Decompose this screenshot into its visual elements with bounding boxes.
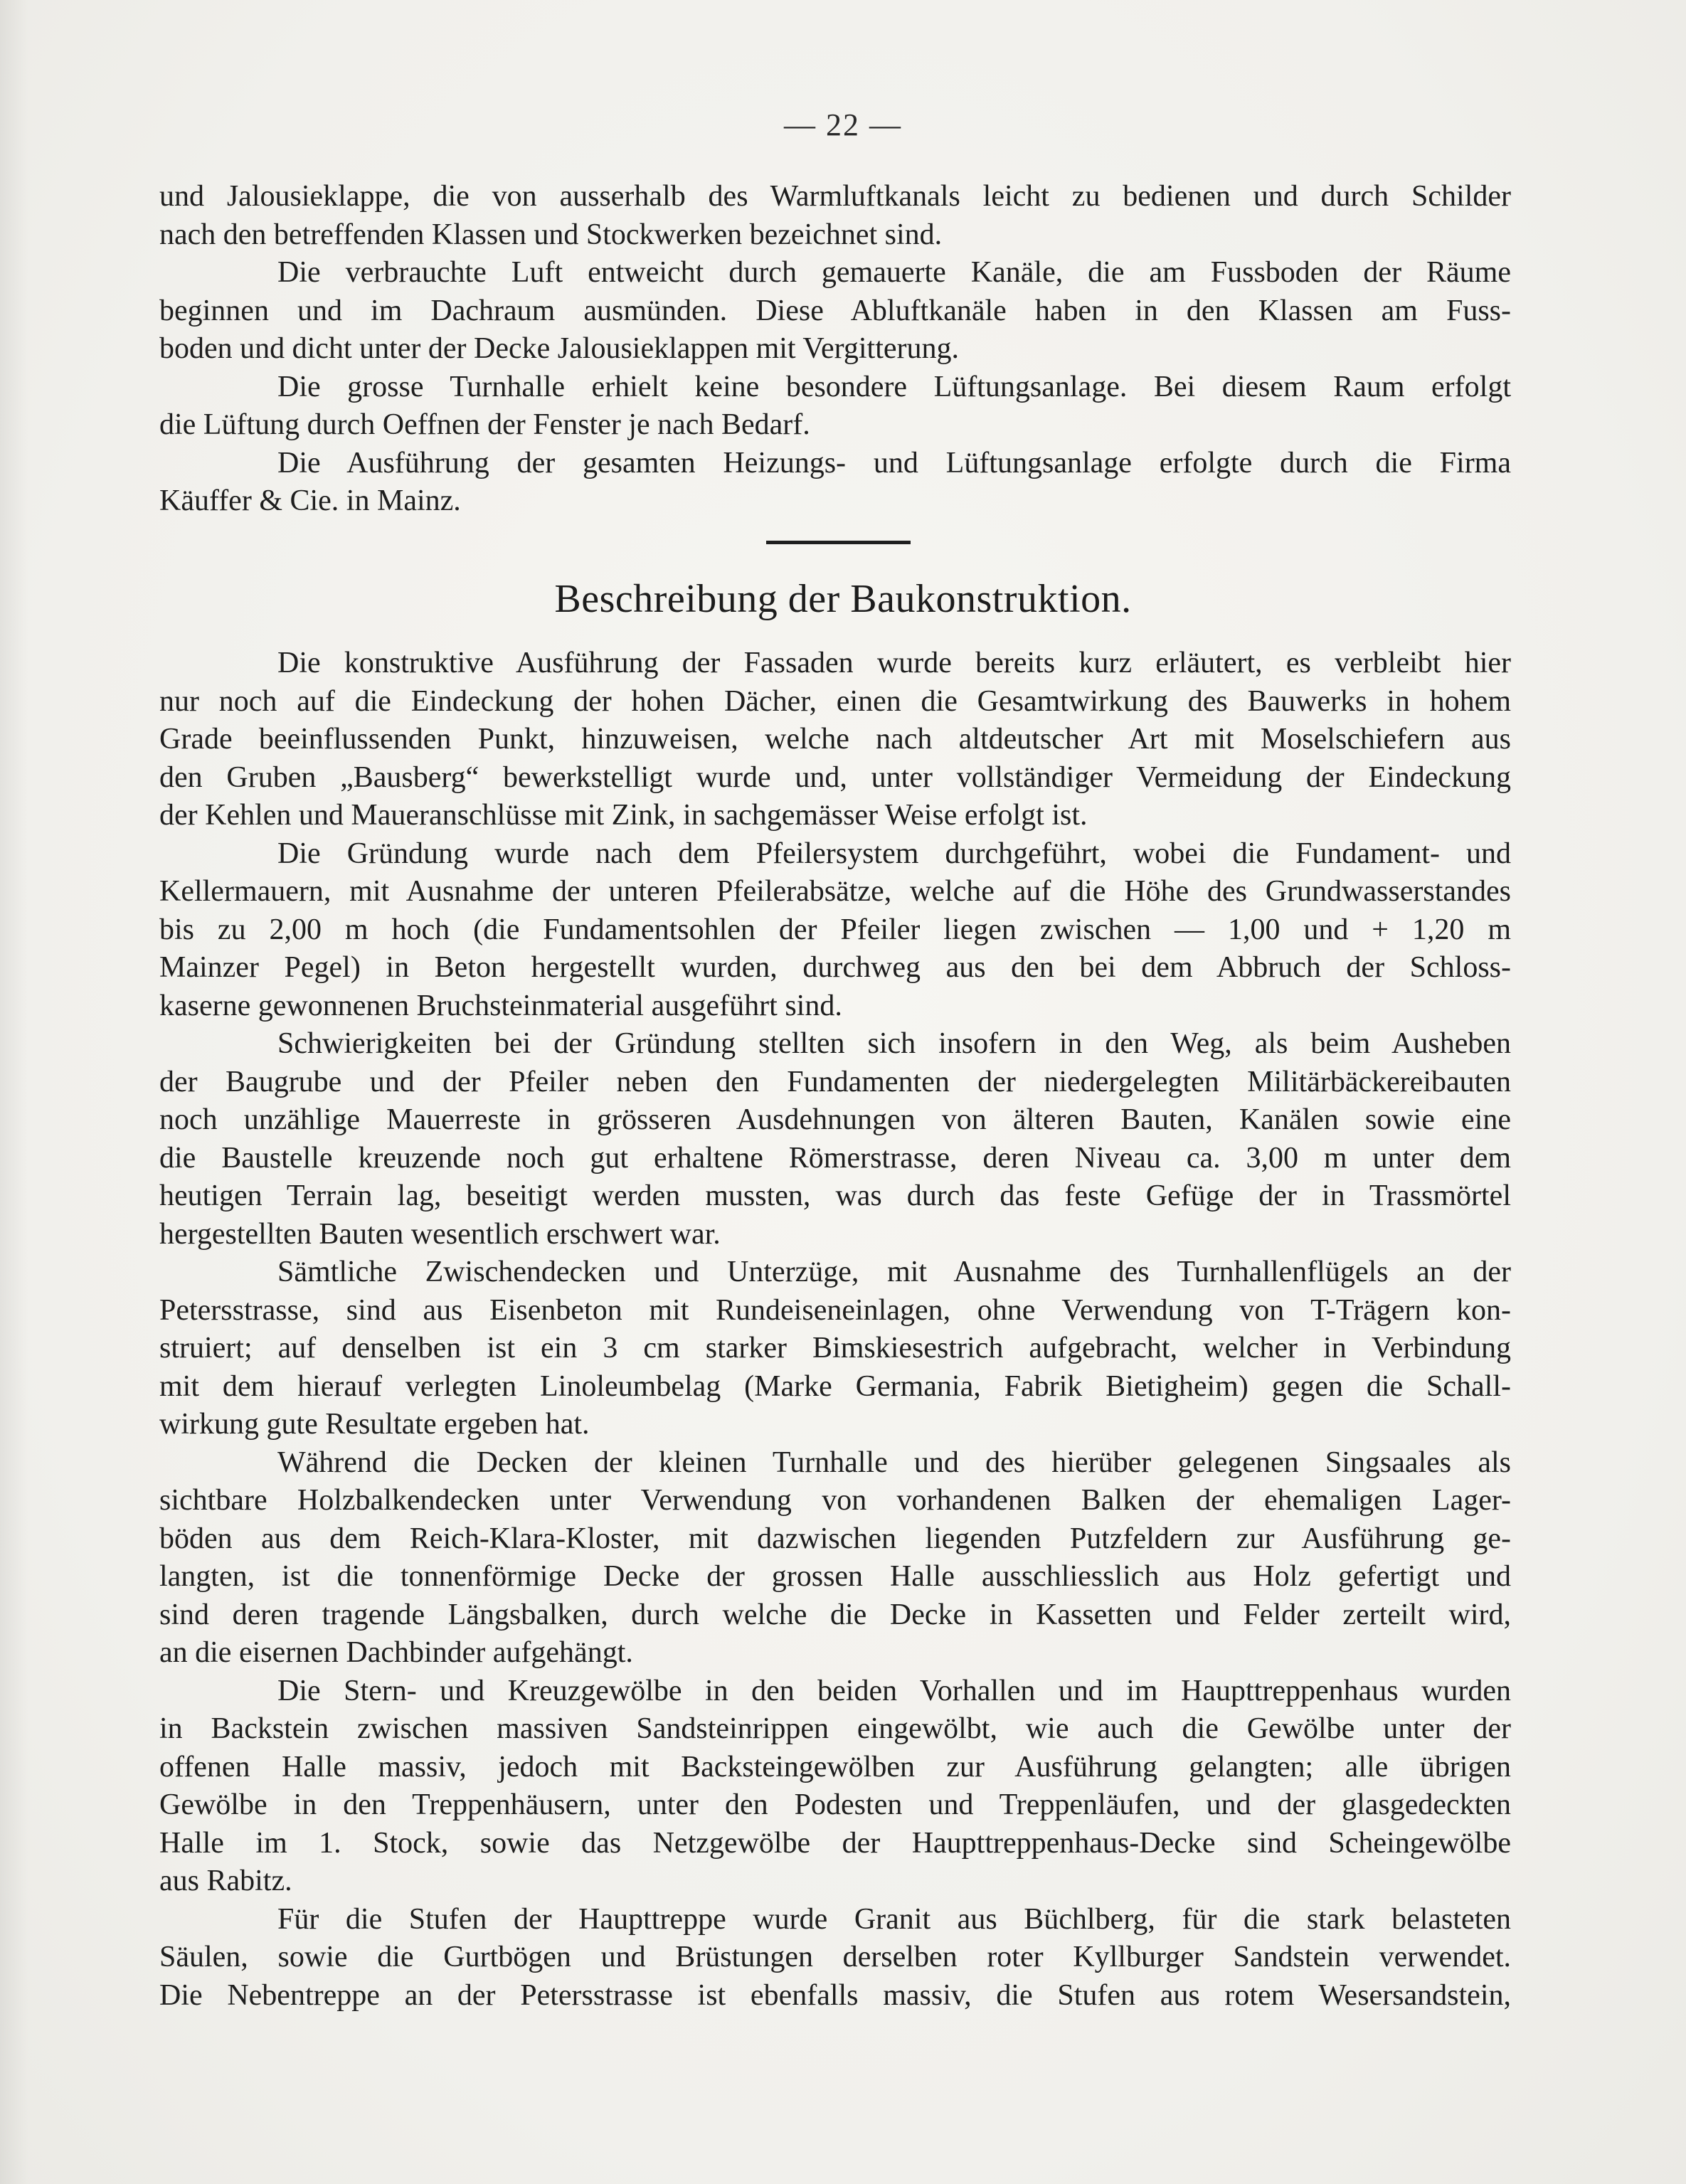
text-line: langten, ist die tonnenförmige Decke der grossen Halle ausschliesslich aus Holz gefertigt und xyxy=(159,1560,1511,1593)
text-line: in Backstein zwischen massiven Sandsteinrippen eingewölbt, wie auch die Gewölbe unter der xyxy=(159,1712,1511,1745)
section-divider-rule xyxy=(766,541,911,544)
text-line: Die verbrauchte Luft entweicht durch gemauerte Kanäle, die am Fussboden der Räume xyxy=(277,256,1511,289)
text-line: an die eisernen Dachbinder aufgehängt. xyxy=(159,1636,633,1669)
text-line: Die Ausführung der gesamten Heizungs- und Lüftungsanlage erfolgte durch die Firma xyxy=(277,446,1511,479)
body-text-bottom xyxy=(159,645,1511,2015)
text-line: Petersstrasse, sind aus Eisenbeton mit Rundeiseneinlagen, ohne Verwendung von T-Trägern kon- xyxy=(159,1293,1511,1327)
text-line: noch unzählige Mauerreste in grösseren Ausdehnungen von älteren Bauten, Kanälen sowie eine xyxy=(159,1103,1511,1136)
text-line: die Lüftung durch Oeffnen der Fenster je nach Bedarf. xyxy=(159,408,810,441)
text-line: böden aus dem Reich-Klara-Kloster, mit dazwischen liegenden Putzfeldern zur Ausführung ge- xyxy=(159,1522,1511,1555)
text-line: offenen Halle massiv, jedoch mit Backsteingewölben zur Ausführung gelangten; alle übrigen xyxy=(159,1750,1511,1783)
text-line: Halle im 1. Stock, sowie das Netzgewölbe der Haupttreppenhaus-Decke sind Scheingewölbe xyxy=(159,1826,1511,1860)
body-text-top xyxy=(159,178,1511,521)
text-line: sichtbare Holzbalkendecken unter Verwendung von vorhandenen Balken der ehemaligen Lager- xyxy=(159,1484,1511,1517)
section-heading: Beschreibung der Baukonstruktion. xyxy=(554,577,1132,621)
text-line: aus Rabitz. xyxy=(159,1865,292,1897)
text-line: sind deren tragende Längsbalken, durch welche die Decke in Kassetten und Felder zerteilt wird, xyxy=(159,1598,1511,1631)
text-line: den Gruben „Bausberg“ bewerkstelligt wurde und, unter vollständiger Vermeidung der Eindeckung xyxy=(159,760,1511,794)
text-line: Sämtliche Zwischendecken und Unterzüge, mit Ausnahme des Turnhallenflügels an der xyxy=(277,1256,1511,1288)
text-line: wirkung gute Resultate ergeben hat. xyxy=(159,1408,590,1441)
text-line: beginnen und im Dachraum ausmünden. Diese Abluftkanäle haben in den Klassen am Fuss- xyxy=(159,294,1511,327)
page-gutter-shadow xyxy=(0,0,28,2184)
text-line: kaserne gewonnenen Bruchsteinmaterial ausgeführt sind. xyxy=(159,989,842,1022)
text-line: Kellermauern, mit Ausnahme der unteren Pfeilerabsätze, welche auf die Höhe des Grundwasserstandes xyxy=(159,875,1511,908)
text-line: Grade beeinflussenden Punkt, hinzuweisen, welche nach altdeutscher Art mit Moselschiefern aus xyxy=(159,723,1511,756)
text-line: Gewölbe in den Treppenhäusern, unter den Podesten und Treppenläufen, und der glasgedeckten xyxy=(159,1788,1511,1821)
text-line: nach den betreffenden Klassen und Stockwerken bezeichnet sind. xyxy=(159,218,943,251)
text-line: hergestellten Bauten wesentlich erschwert war. xyxy=(159,1217,721,1251)
text-line: der Baugrube und der Pfeiler neben den Fundamenten der niedergelegten Militärbäckereibauten xyxy=(159,1065,1511,1098)
text-line: Die konstruktive Ausführung der Fassaden wurde bereits kurz erläutert, es verbleibt hier xyxy=(277,647,1511,679)
text-line: Die Nebentreppe an der Petersstrasse ist ebenfalls massiv, die Stufen aus rotem Wesersandstein, xyxy=(159,1978,1511,2012)
text-line: die Baustelle kreuzende noch gut erhaltene Römerstrasse, deren Niveau ca. 3,00 m unter dem xyxy=(159,1141,1511,1175)
text-line: Während die Decken der kleinen Turnhalle und des hierüber gelegenen Singsaales als xyxy=(277,1446,1511,1479)
text-line: Die Gründung wurde nach dem Pfeilersystem durchgeführt, wobei die Fundament- und xyxy=(277,837,1511,870)
text-line: Die grosse Turnhalle erhielt keine besondere Lüftungsanlage. Bei diesem Raum erfolgt xyxy=(277,370,1511,403)
text-line: der Kehlen und Maueranschlüsse mit Zink, in sachgemässer Weise erfolgt ist. xyxy=(159,799,1088,832)
text-line: nur noch auf die Eindeckung der hohen Dächer, einen die Gesamtwirkung des Bauwerks in hohem xyxy=(159,684,1511,718)
text-line: Für die Stufen der Haupttreppe wurde Granit aus Büchlberg, für die stark belasteten xyxy=(277,1902,1511,1936)
text-line: Mainzer Pegel) in Beton hergestellt wurden, durchweg aus den bei dem Abbruch der Schloss- xyxy=(159,951,1511,984)
text-line: Schwierigkeiten bei der Gründung stellten sich insofern in den Weg, als beim Ausheben xyxy=(277,1027,1511,1060)
page-number: — 22 — xyxy=(784,107,902,142)
text-line: boden und dicht unter der Decke Jalousieklappen mit Vergitterung. xyxy=(159,332,959,365)
text-line: heutigen Terrain lag, beseitigt werden mussten, was durch das feste Gefüge der in Trassmörtel xyxy=(159,1180,1511,1212)
text-line: struiert; auf denselben ist ein 3 cm starker Bimskiesestrich aufgebracht, welcher in Verbindung xyxy=(159,1332,1511,1364)
text-line: Die Stern- und Kreuzgewölbe in den beiden Vorhallen und im Haupttreppenhaus wurden xyxy=(277,1674,1511,1707)
text-line: mit dem hierauf verlegten Linoleumbelag (Marke Germania, Fabrik Bietigheim) gegen die Schall- xyxy=(159,1369,1511,1403)
text-line: bis zu 2,00 m hoch (die Fundamentsohlen der Pfeiler liegen zwischen — 1,00 und + 1,20 m xyxy=(159,913,1511,946)
text-line: Käuffer & Cie. in Mainz. xyxy=(159,484,461,517)
text-line: und Jalousieklappe, die von ausserhalb des Warmluftkanals leicht zu bedienen und durch Schilder xyxy=(159,180,1511,213)
text-line: Säulen, sowie die Gurtbögen und Brüstungen derselben roter Kyllburger Sandstein verwendet. xyxy=(159,1941,1511,1973)
